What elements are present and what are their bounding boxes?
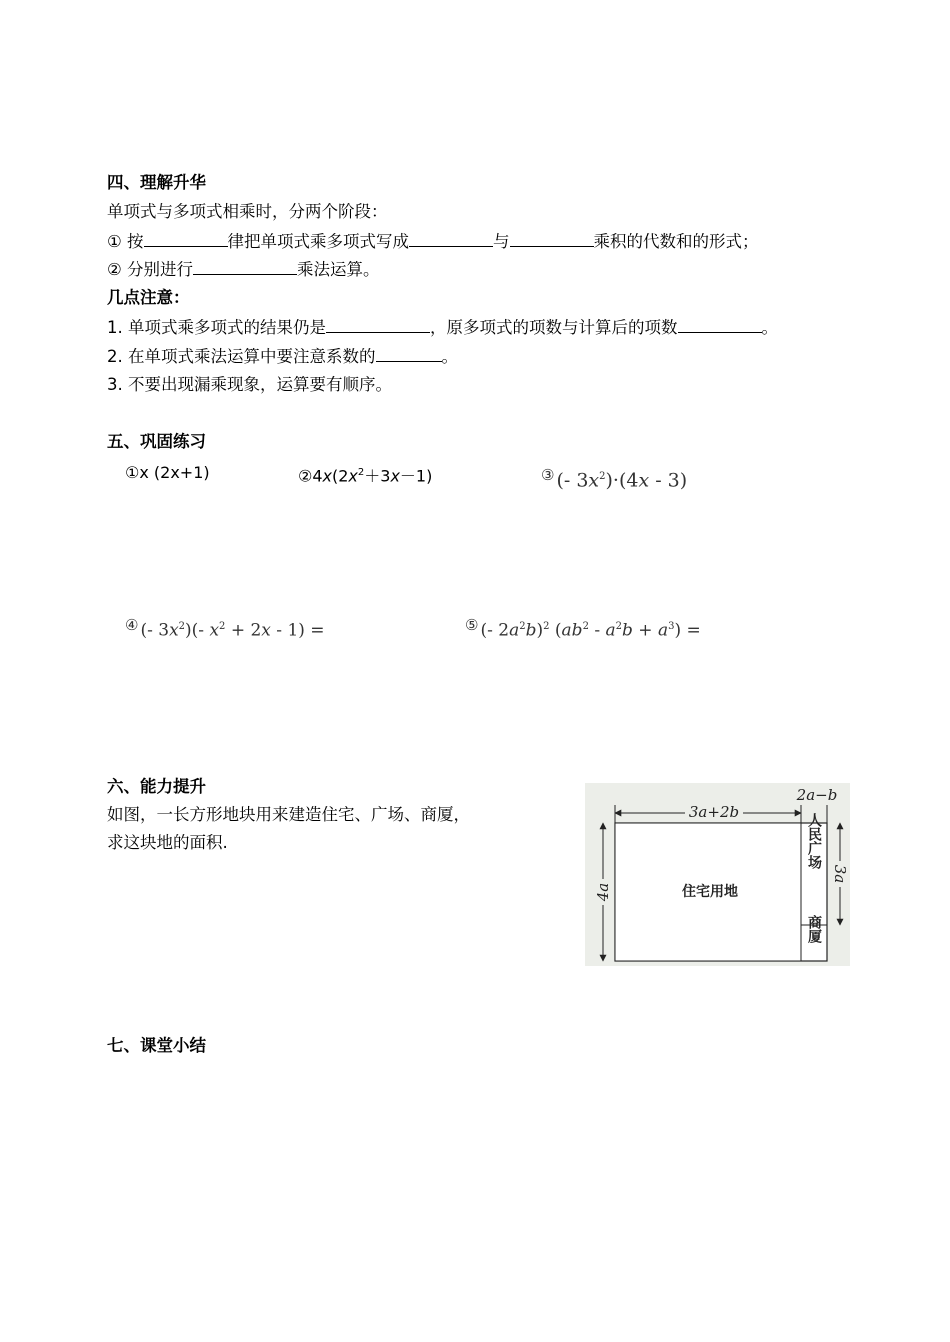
- exercise-3: ③ (- $3x^2)\cdot(4x - 3)$: [541, 466, 688, 492]
- question-line-2: 求这块地的面积.: [107, 833, 228, 852]
- plaza-label: 人民广场: [806, 813, 822, 869]
- exercise-5-number: ⑤: [465, 615, 479, 634]
- stage-2-line: [107, 258, 380, 281]
- stage-1-text-a: ① 按: [107, 232, 144, 251]
- blank-result-type[interactable]: [326, 316, 430, 333]
- note-3: 3. 不要出现漏乘现象，运算要有顺序。: [107, 375, 392, 394]
- exercise-2-number: ②: [298, 466, 313, 486]
- stage-1-line: [107, 230, 759, 253]
- exercise-3-number: ③: [541, 466, 555, 485]
- note-1-text-a: 1. 单项式乘多项式的结果仍是: [107, 318, 326, 337]
- stage-2-text-a: ② 分别进行: [107, 260, 194, 279]
- note-1-text-c: 。: [761, 318, 778, 337]
- strip-width-label: 2a−b: [796, 786, 838, 804]
- stage-1-text-c: 与: [493, 232, 510, 251]
- land-plot-diagram: [585, 783, 850, 966]
- section4-intro: 单项式与多项式相乘时，分两个阶段：: [107, 202, 388, 221]
- exercise-4: ④ (- $3x^2)(-$ $x^2 + 2x - 1$) =: [125, 615, 325, 641]
- residential-label: 住宅用地: [682, 884, 738, 900]
- question-line-1: 如图，一长方形地块用来建造住宅、广场、商厦，: [107, 805, 470, 824]
- height-label: 4a: [594, 882, 612, 902]
- note-2-text-a: 2. 在单项式乘法运算中要注意系数的: [107, 347, 376, 366]
- blank-coefficient[interactable]: [376, 345, 442, 362]
- note-1-text-b: ，原多项式的项数与计算后的项数: [430, 318, 678, 337]
- blank-monomial[interactable]: [409, 230, 493, 247]
- note-1: [107, 316, 778, 339]
- section6-title: 六、能力提升: [107, 777, 206, 796]
- exercise-5: ⑤ (- $2a^2b)^2$ $(ab^2 - a^2b + a^3)$ =: [465, 615, 701, 641]
- blank-multiplication-type[interactable]: [193, 258, 297, 275]
- blank-polynomial-terms[interactable]: [510, 230, 594, 247]
- exercise-4-number: ④: [125, 615, 139, 634]
- plaza-height-label: 3a: [831, 864, 849, 884]
- stage-1-text-d: 乘积的代数和的形式；: [593, 232, 759, 251]
- mall-label: 商厦: [806, 915, 822, 943]
- blank-term-count[interactable]: [678, 316, 762, 333]
- stage-2-text-b: 乘法运算。: [297, 260, 380, 279]
- exercise-1: ①x (2x+1): [125, 463, 210, 482]
- note-2-text-b: 。: [441, 347, 458, 366]
- note-2: [107, 345, 458, 368]
- section5-title: 五、巩固练习: [107, 432, 206, 451]
- notes-title: 几点注意：: [107, 288, 190, 307]
- stage-1-text-b: 律把单项式乘多项式写成: [227, 232, 410, 251]
- exercise-2: $②4x(2x^2+3x-1)$: [298, 466, 433, 486]
- blank-law[interactable]: [144, 230, 228, 247]
- width-label: 3a+2b: [688, 803, 740, 821]
- land-plot-figure: [585, 783, 850, 966]
- section4-title: 四、理解升华: [107, 173, 206, 192]
- section7-title: 七、课堂小结: [107, 1036, 206, 1055]
